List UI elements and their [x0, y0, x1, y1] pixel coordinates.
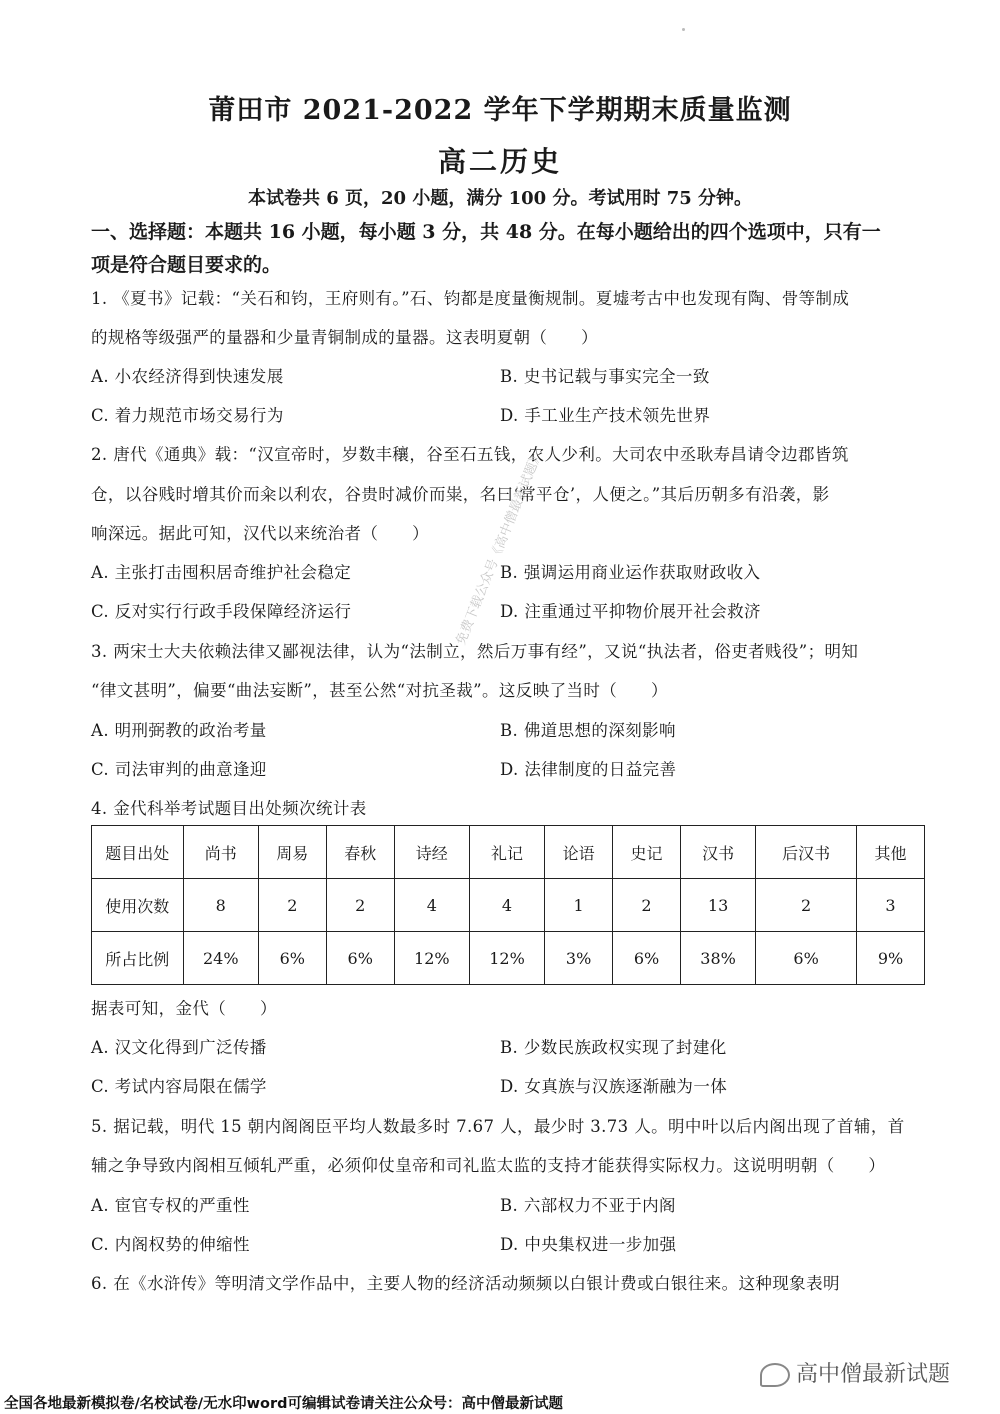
question-1-line: 1. 《夏书》记载：“关石和钧，王府则有。”石、钧都是度量衡规制。夏墟考古中也发现有陶、骨等制成 [91, 289, 850, 308]
question-4-option-c: C. 考试内容局限在儒学 [91, 1077, 267, 1096]
question-3-option-a: A. 明刑弼教的政治考量 [91, 721, 267, 740]
logo-text: 高中僧最新试题 [796, 1362, 951, 1387]
table-cell: 2 [756, 879, 857, 932]
table-cell: 12% [469, 932, 544, 985]
frequency-table [91, 825, 925, 985]
table-cell: 尚书 [183, 826, 258, 879]
table-cell: 9% [857, 932, 925, 985]
question-2-option-a: A. 主张打击囤积居奇维护社会稳定 [91, 563, 352, 582]
question-2-option-b: B. 强调运用商业运作获取财政收入 [500, 563, 761, 582]
table-cell: 春秋 [326, 826, 394, 879]
question-2-line: 响深远。据此可知，汉代以来统治者（ ） [91, 524, 429, 543]
question-5-option-b: B. 六部权力不亚于内阁 [500, 1196, 676, 1215]
question-6-line: 6. 在《水浒传》等明清文学作品中，主要人物的经济活动频频以白银计费或白银往来。这种现象表明 [91, 1274, 840, 1293]
table-cell: 3% [545, 932, 613, 985]
wechat-icon [760, 1363, 790, 1387]
question-2-line: 仓，以谷贱时增其价而籴以利农，谷贵时减价而粜，名曰‘常平仓’，人便之。”其后历朝多有沿袭，影 [91, 485, 830, 504]
table-cell: 6% [326, 932, 394, 985]
question-5-option-a: A. 宦官专权的严重性 [91, 1196, 250, 1215]
question-1-option-d: D. 手工业生产技术领先世界 [500, 406, 711, 425]
table-row [92, 826, 925, 879]
question-2-line: 2. 唐代《通典》载：“汉宣帝时，岁数丰穰，谷至石五钱，农人少利。大司农中丞耿寿昌请令边郡皆筑 [91, 445, 849, 464]
table-cell: 4 [469, 879, 544, 932]
question-3-line: “律文甚明”，偏要“曲法妄断”，甚至公然“对抗圣裁”。这反映了当时（ ） [91, 681, 668, 700]
table-cell: 2 [613, 879, 681, 932]
table-cell: 4 [394, 879, 469, 932]
table-cell: 6% [613, 932, 681, 985]
question-2-option-c: C. 反对实行行政手段保障经济运行 [91, 602, 352, 621]
question-5-line: 5. 据记载，明代 15 朝内阁阁臣平均人数最多时 7.67 人，最少时 3.73 人。明中叶以后内阁出现了首辅，首 [91, 1117, 905, 1136]
table-cell: 2 [258, 879, 326, 932]
question-1-line: 的规格等级强严的量器和少量青铜制成的量器。这表明夏朝（ ） [91, 328, 598, 347]
table-cell: 所占比例 [92, 932, 184, 985]
table-cell: 题目出处 [92, 826, 184, 879]
table-cell: 1 [545, 879, 613, 932]
table-cell: 24% [183, 932, 258, 985]
question-3-option-b: B. 佛道思想的深刻影响 [500, 721, 676, 740]
table-cell: 6% [756, 932, 857, 985]
table-cell: 周易 [258, 826, 326, 879]
question-2-option-d: D. 注重通过平抑物价展开社会救济 [500, 602, 761, 621]
question-3-line: 3. 两宋士大夫依赖法律又鄙视法律，认为“法制立，然后万事有经”，又说“执法者，俗吏者贱役”；明知 [91, 642, 859, 661]
table-cell: 6% [258, 932, 326, 985]
table-cell: 诗经 [394, 826, 469, 879]
table-cell: 2 [326, 879, 394, 932]
question-5-line: 辅之争导致内阁相互倾轧严重，必须仰仗皇帝和司礼监太监的支持才能获得实际权力。这说明明朝（ ） [91, 1156, 886, 1175]
table-cell: 史记 [613, 826, 681, 879]
table-cell: 论语 [545, 826, 613, 879]
wechat-logo [760, 1357, 950, 1388]
exam-title: 莆田市 2021-2022 学年下学期期末质量监测 [208, 95, 792, 126]
scan-dot [682, 28, 685, 31]
table-cell: 3 [857, 879, 925, 932]
question-4-option-b: B. 少数民族政权实现了封建化 [500, 1038, 727, 1057]
watermark-text: 免费下载公众号《高中僧最新试题》 [453, 448, 546, 648]
table-cell: 8 [183, 879, 258, 932]
question-4-title: 4. 金代科举考试题目出处频次统计表 [91, 799, 367, 818]
table-row [92, 879, 925, 932]
question-5-option-c: C. 内阁权势的伸缩性 [91, 1235, 250, 1254]
subject-title: 高二历史 [437, 145, 562, 178]
section-heading-line2: 项是符合题目要求的。 [91, 254, 282, 276]
exam-note: 本试卷共 6 页，20 小题，满分 100 分。考试用时 75 分钟。 [247, 188, 753, 209]
table-cell: 汉书 [680, 826, 755, 879]
table-cell: 礼记 [469, 826, 544, 879]
table-cell: 其他 [857, 826, 925, 879]
table-cell: 后汉书 [756, 826, 857, 879]
table-cell: 38% [680, 932, 755, 985]
question-1-option-b: B. 史书记载与事实完全一致 [500, 367, 710, 386]
question-1-option-a: A. 小农经济得到快速发展 [91, 367, 284, 386]
table-cell: 使用次数 [92, 879, 184, 932]
question-3-option-c: C. 司法审判的曲意逢迎 [91, 760, 267, 779]
question-4-option-a: A. 汉文化得到广泛传播 [91, 1038, 267, 1057]
question-4-stem: 据表可知，金代（ ） [91, 999, 277, 1018]
question-3-option-d: D. 法律制度的日益完善 [500, 760, 677, 779]
footer-text: 全国各地最新模拟卷/名校试卷/无水印word可编辑试卷请关注公众号：高中僧最新试题 [4, 1396, 563, 1412]
table-cell: 13 [680, 879, 755, 932]
table-row [92, 932, 925, 985]
section-heading-line1: 一、选择题：本题共 16 小题，每小题 3 分，共 48 分。在每小题给出的四个选项中，只有一 [91, 221, 881, 243]
table-cell: 12% [394, 932, 469, 985]
question-5-option-d: D. 中央集权进一步加强 [500, 1235, 677, 1254]
question-4-option-d: D. 女真族与汉族逐渐融为一体 [500, 1077, 728, 1096]
question-1-option-c: C. 着力规范市场交易行为 [91, 406, 284, 425]
